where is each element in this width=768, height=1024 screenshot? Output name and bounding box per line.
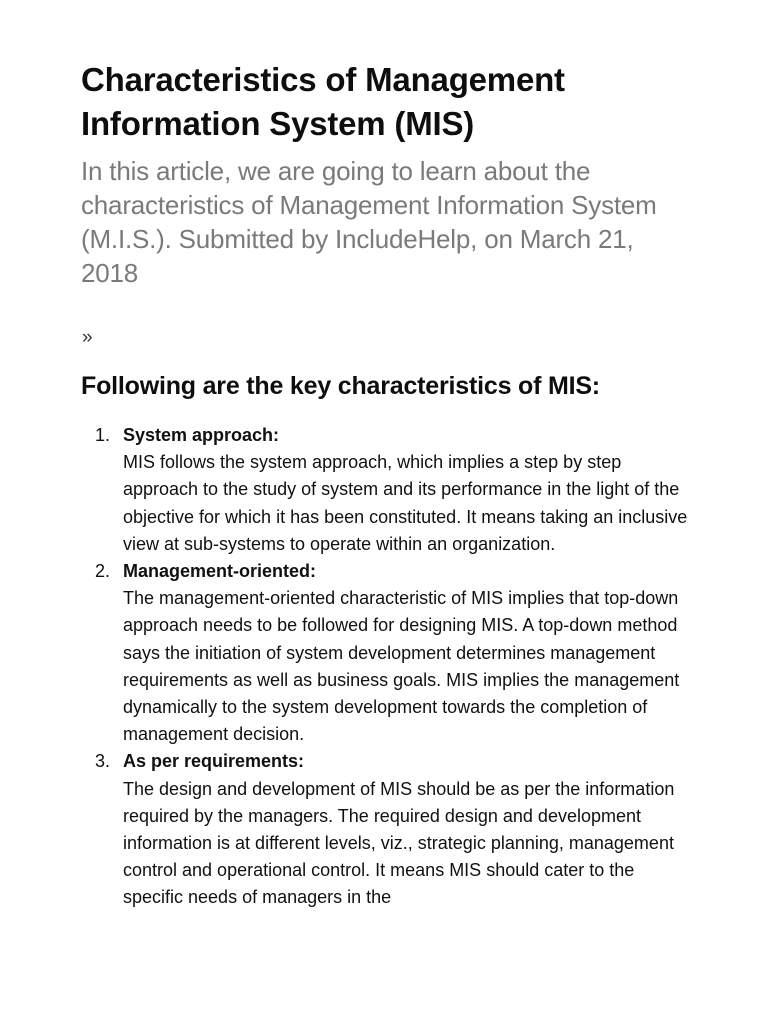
list-item-heading: System approach: bbox=[123, 425, 280, 445]
characteristics-list bbox=[81, 422, 693, 912]
list-item-text: The management-oriented characteristic of MIS implies that top-down approach needs to be followed for designing MIS. A top-down method says the initiation of system development determines management requirements as well as business goals. MIS implies the management dynamically to the system development towards the completion of management decision. bbox=[123, 588, 680, 745]
separator: » bbox=[82, 327, 93, 348]
article-title: Characteristics of Management Information System (MIS) bbox=[81, 61, 565, 142]
list-item-text: The design and development of MIS should be as per the information required by the managers. The required design and development information is at different levels, viz., strategic planning, management control and operational control. It means MIS should cater to the specific needs of managers in the bbox=[123, 778, 675, 908]
article bbox=[81, 58, 693, 912]
section-heading: Following are the key characteristics of MIS: bbox=[81, 372, 600, 400]
list-item-number: 3. bbox=[95, 751, 111, 772]
list-item bbox=[81, 422, 693, 558]
list-item bbox=[81, 748, 693, 911]
list-item-number: 2. bbox=[95, 561, 111, 582]
list-item-text: MIS follows the system approach, which implies a step by step approach to the study of system and its performance in the light of the objective for which it has been constituted. It means taking an inclusive view at sub-systems to operate within an organization. bbox=[123, 452, 688, 554]
list-item-number: 1. bbox=[95, 425, 111, 445]
list-item-heading: Management-oriented: bbox=[123, 561, 317, 582]
list-item bbox=[81, 558, 693, 748]
list-item-heading: As per requirements: bbox=[123, 751, 305, 772]
article-subtitle: In this article, we are going to learn about the characteristics of Management Information System (M.I.S.). Submitted by IncludeHelp, on March 21, 2018 bbox=[81, 156, 657, 288]
